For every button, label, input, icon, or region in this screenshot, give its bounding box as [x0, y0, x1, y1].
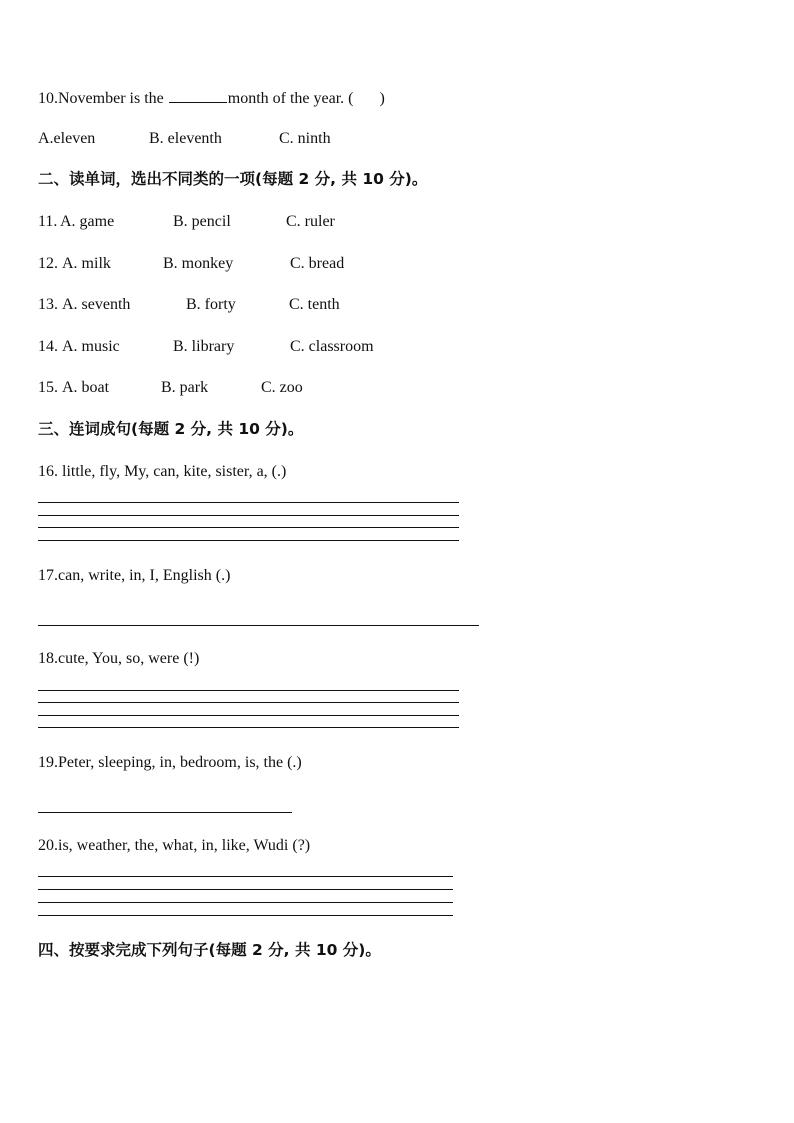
question-18 [38, 649, 199, 669]
option-b: B. monkey [163, 255, 234, 272]
question-12 [38, 254, 458, 274]
option-b: B. forty [186, 296, 236, 313]
answer-line[interactable] [38, 889, 453, 890]
question-13 [38, 295, 458, 315]
answer-line[interactable] [38, 902, 453, 903]
section-4-heading: 四、按要求完成下列句子(每题 2 分, 共 10 分)。 [38, 941, 381, 959]
question-stem-start: November is the [58, 90, 168, 107]
answer-line[interactable] [38, 540, 459, 541]
answer-line[interactable] [38, 625, 479, 626]
option-b: B. park [161, 379, 209, 396]
option-c: C. ninth [279, 130, 331, 147]
question-number: 14. [38, 338, 58, 355]
option-c: C. classroom [290, 338, 374, 355]
question-number: 15. [38, 379, 58, 396]
question-20 [38, 836, 310, 856]
answer-line[interactable] [38, 715, 459, 716]
section-2-heading: 二、读单词，选出不同类的一项(每题 2 分, 共 10 分)。 [38, 170, 428, 188]
option-a: A. music [62, 338, 120, 355]
word-list: Peter, sleeping, in, bedroom, is, the (.) [58, 754, 302, 771]
question-17 [38, 566, 230, 586]
option-a: A. milk [62, 255, 111, 272]
option-b: B. library [173, 338, 235, 355]
answer-line[interactable] [38, 690, 459, 691]
paren-close: ) [379, 90, 385, 107]
question-10-options [38, 129, 438, 149]
answer-line[interactable] [38, 502, 459, 503]
option-c: C. zoo [261, 379, 303, 396]
word-list: little, fly, My, can, kite, sister, a, (.) [58, 463, 287, 480]
answer-line[interactable] [38, 727, 459, 728]
option-c: C. bread [290, 255, 345, 272]
question-number: 19. [38, 754, 58, 771]
question-10 [38, 87, 385, 109]
question-19 [38, 753, 302, 773]
question-15 [38, 378, 458, 398]
option-b: B. eleventh [149, 130, 222, 147]
word-list: cute, You, so, were (!) [58, 650, 200, 667]
word-list: is, weather, the, what, in, like, Wudi (?) [58, 837, 311, 854]
answer-line[interactable] [38, 812, 292, 813]
answer-line[interactable] [38, 527, 459, 528]
question-16 [38, 462, 286, 482]
option-a: A. boat [62, 379, 110, 396]
question-number: 17. [38, 567, 58, 584]
answer-line[interactable] [38, 702, 459, 703]
question-number: 12. [38, 255, 58, 272]
option-a: A. game [60, 213, 115, 230]
option-b: B. pencil [173, 213, 231, 230]
answer-blank[interactable] [169, 87, 227, 103]
answer-line[interactable] [38, 515, 459, 516]
question-number: 11. [38, 213, 58, 230]
answer-line[interactable] [38, 876, 453, 877]
word-list: can, write, in, I, English (.) [58, 567, 231, 584]
question-11 [38, 212, 458, 232]
question-number: 16. [38, 463, 58, 480]
question-number: 10. [38, 90, 58, 107]
answer-line[interactable] [38, 915, 453, 916]
question-14 [38, 337, 458, 357]
section-3-heading: 三、连词成句(每题 2 分, 共 10 分)。 [38, 420, 304, 438]
option-c: C. tenth [289, 296, 340, 313]
option-a: A. seventh [62, 296, 131, 313]
question-number: 20. [38, 837, 58, 854]
option-a: A.eleven [38, 130, 96, 147]
question-stem-end: month of the year. ( [227, 90, 354, 107]
question-number: 13. [38, 296, 58, 313]
option-c: C. ruler [286, 213, 335, 230]
question-number: 18. [38, 650, 58, 667]
